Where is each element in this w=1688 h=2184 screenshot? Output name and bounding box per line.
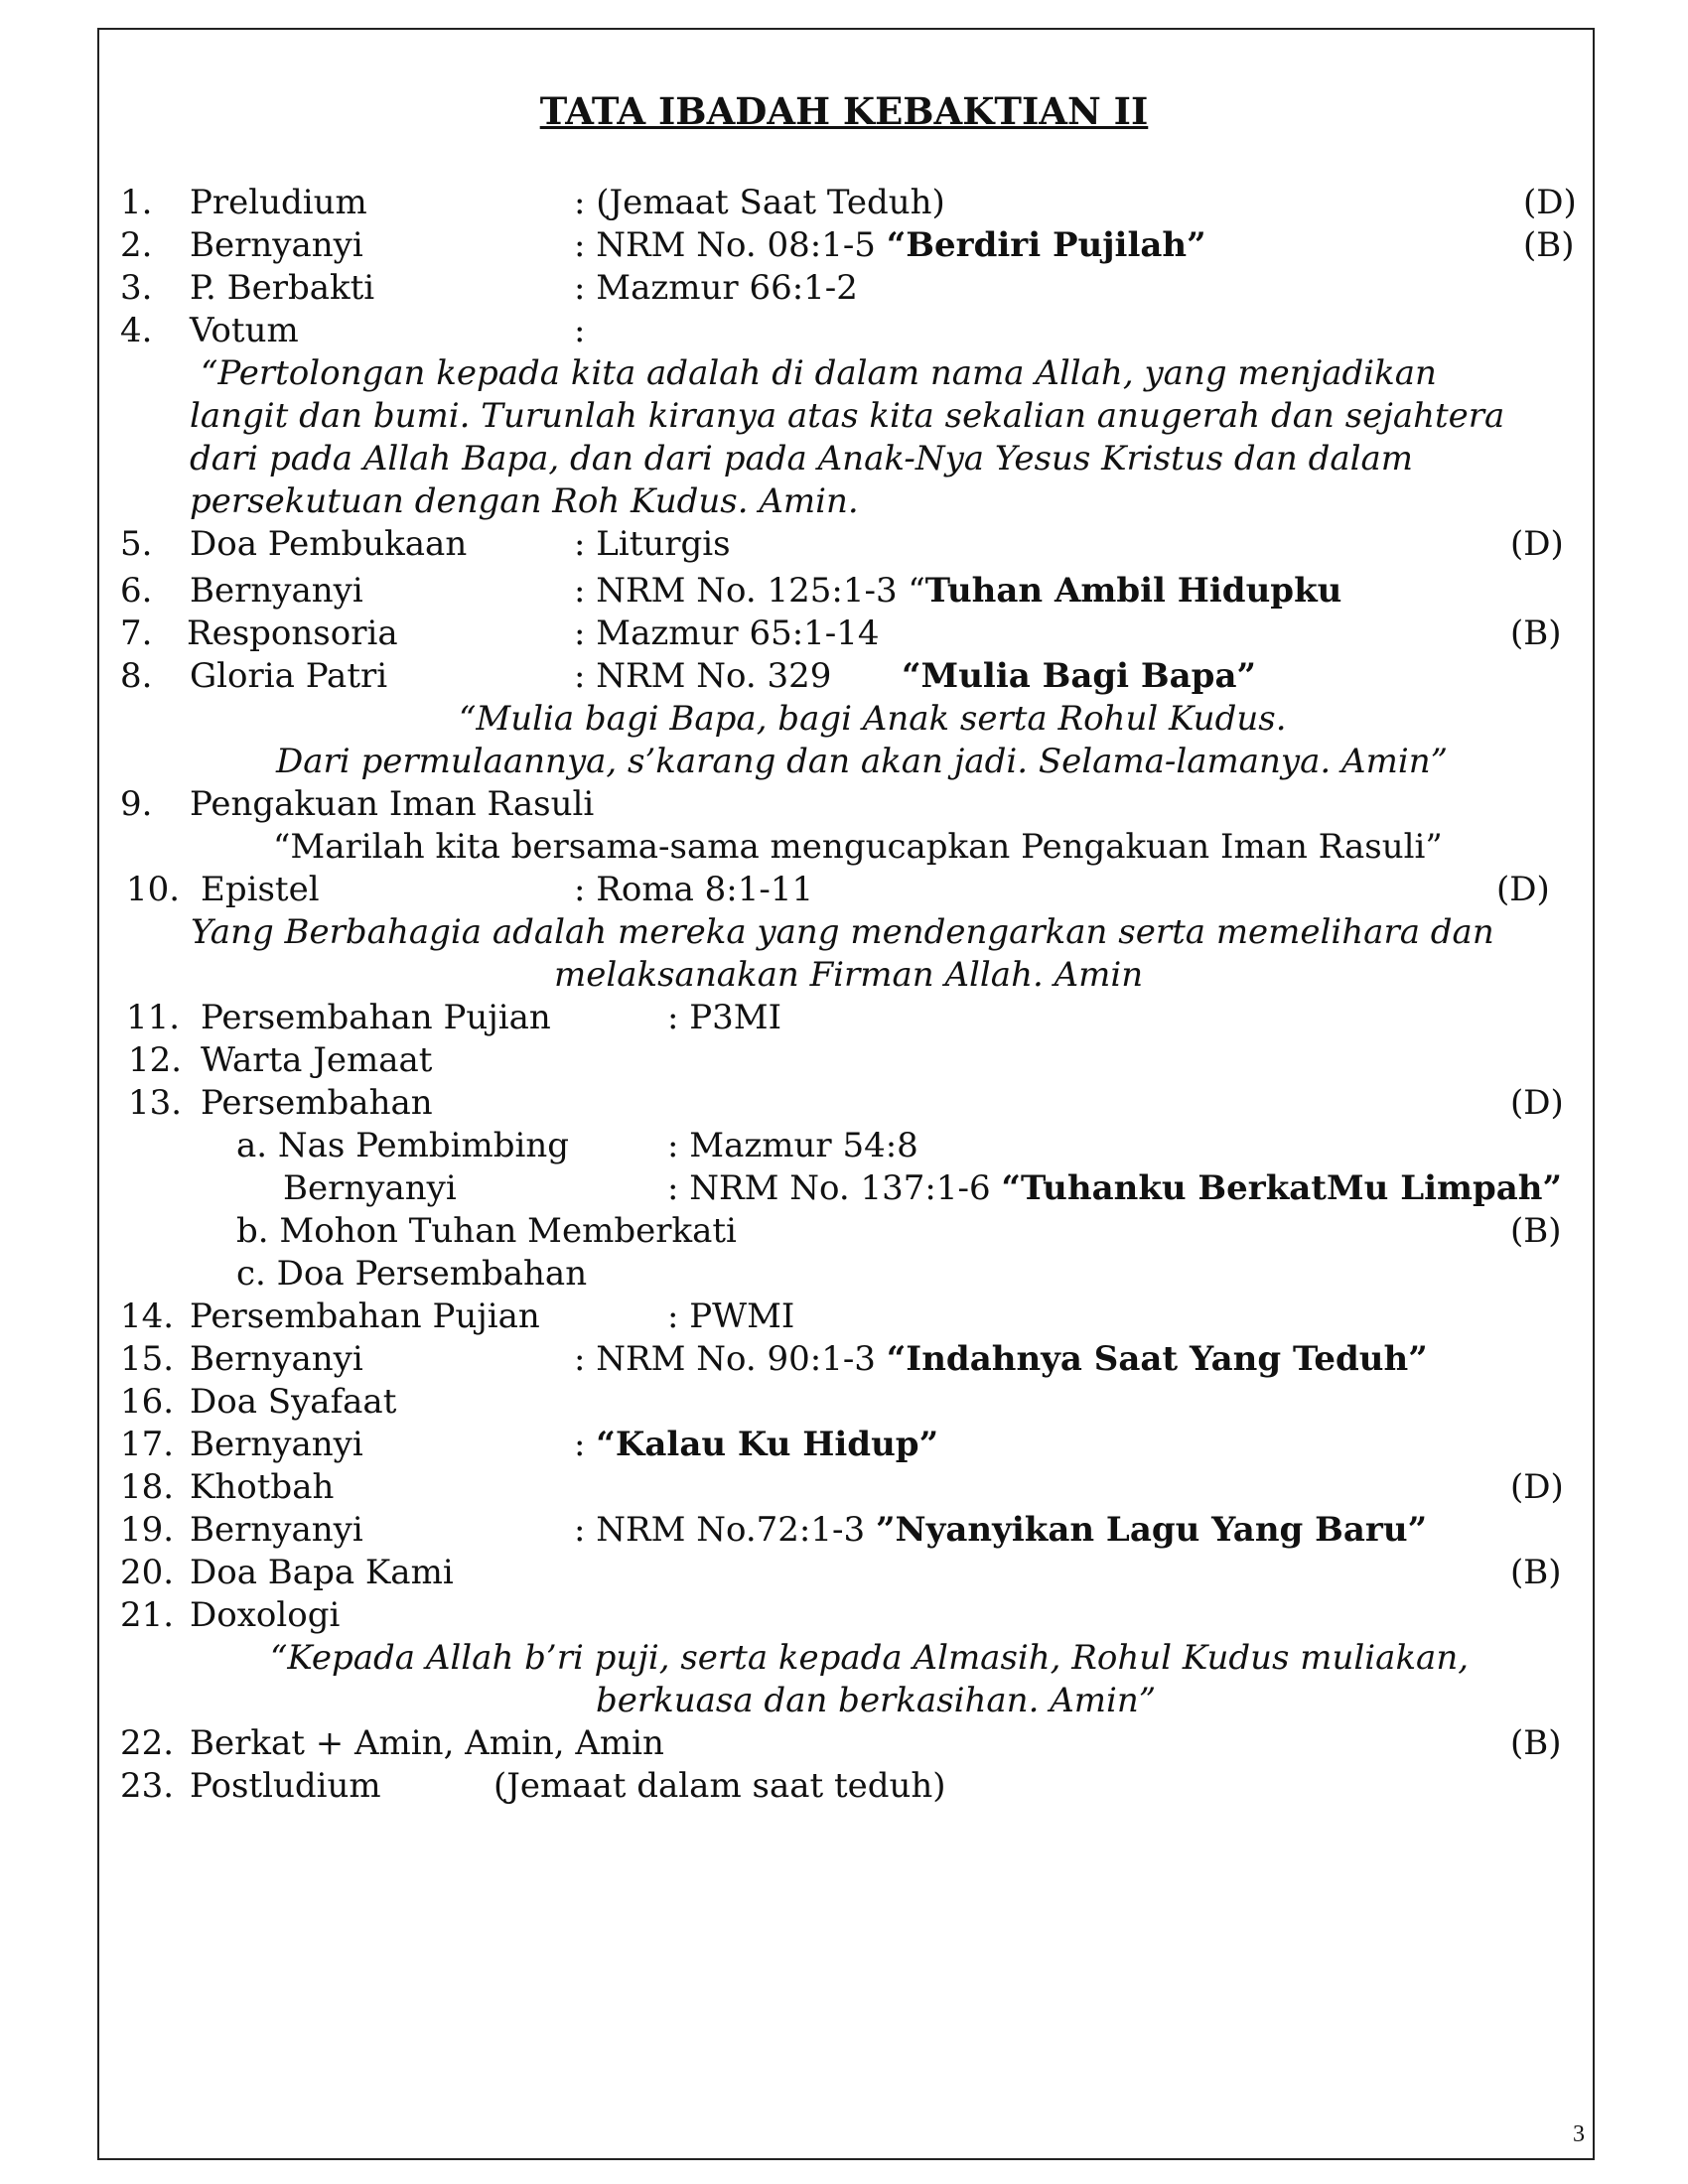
votum-text-1: “Pertolongan kepada kita adalah di dalam nama Allah, yang menjadikan <box>201 353 1437 393</box>
song-title: “Indahnya Saat Yang Teduh” <box>886 1339 1428 1379</box>
song-title: “Kalau Ku Hidup” <box>596 1425 939 1464</box>
creed-invitation: “Marilah kita bersama-sama mengucapkan Pengakuan Iman Rasuli” <box>273 827 1443 867</box>
votum-text-4: persekutuan dengan Roh Kudus. Amin. <box>190 481 859 521</box>
page-title: TATA IBADAH KEBAKTIAN II <box>539 89 1149 133</box>
song-title: “Tuhanku BerkatMu Limpah” <box>1001 1168 1563 1208</box>
doxology-text-2: berkuasa dan berkasihan. Amin” <box>596 1681 1157 1720</box>
song-title: ”Nyanyikan Lagu Yang Baru” <box>875 1510 1428 1550</box>
gloria-text-1: “Mulia bagi Bapa, bagi Anak serta Rohul Kudus. <box>459 699 1287 739</box>
song-title: Tuhan Ambil Hidupku <box>924 571 1342 611</box>
song-title: “Mulia Bagi Bapa” <box>902 656 1257 696</box>
votum-text-3: dari pada Allah Bapa, dan dari pada Anak-Nya Yesus Kristus dan dalam <box>190 439 1414 478</box>
song-title: “Berdiri Pujilah” <box>886 225 1206 265</box>
epistle-text-2: melaksanakan Firman Allah. Amin <box>554 955 1144 995</box>
gloria-text-2: Dari permulaannya, s’karang dan akan jadi. Selama-lamanya. Amin” <box>276 742 1448 781</box>
page-number: 3 <box>1573 2121 1585 2147</box>
doxology-text-1: “Kepada Allah b’ri puji, serta kepada Almasih, Rohul Kudus muliakan, <box>270 1638 1470 1678</box>
votum-text-2: langit dan bumi. Turunlah kiranya atas kita sekalian anugerah dan sejahtera <box>190 396 1505 436</box>
epistle-text-1: Yang Berbahagia adalah mereka yang mendengarkan serta memelihara dan <box>191 912 1494 952</box>
